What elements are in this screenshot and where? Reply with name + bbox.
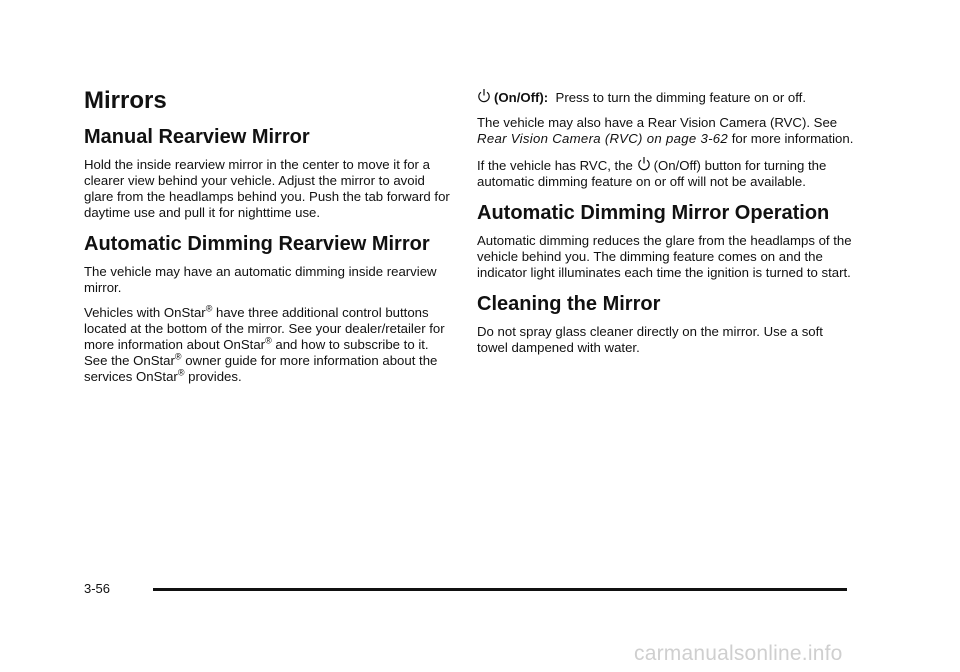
onoff-label: (On/Off): (494, 90, 549, 105)
rvc-cross-reference: Rear Vision Camera (RVC) on page 3-62 (477, 131, 729, 146)
onstar-text-5: provides. (184, 369, 242, 385)
onstar-text-2: have three additional control buttons located at the bottom of the mirror. See your dealer/retailer for more information about OnStar (84, 305, 445, 353)
power-icon (637, 156, 651, 172)
onstar-text-1: Vehicles with OnStar (84, 305, 206, 321)
cleaning-heading: Cleaning the Mirror (477, 293, 661, 315)
rvc2-text-1: If the vehicle has RVC, the (477, 158, 637, 173)
rvc-text-2: for more information. (728, 131, 854, 146)
power-icon (477, 88, 491, 104)
registered-mark: ® (177, 368, 185, 378)
rvc2-text-2: (On/Off) button for turning the automatic dimming feature on or off will not be available. (477, 158, 827, 189)
registered-mark: ® (265, 336, 272, 346)
manual-mirror-heading: Manual Rearview Mirror (84, 126, 310, 149)
auto-dimming-heading: Automatic Dimming Rearview Mirror (84, 233, 430, 256)
watermark: carmanualsonline.info (634, 642, 843, 665)
registered-mark: ® (205, 304, 213, 314)
rvc-text-1: The vehicle may also have a Rear Vision Camera (RVC). See (477, 115, 838, 130)
mirror-operation-heading: Automatic Dimming Mirror Operation (477, 202, 830, 224)
onstar-text-3: and how to subscribe to it. See the OnStar (84, 337, 429, 369)
onoff-text: Press to turn the dimming feature on or off. (555, 90, 806, 105)
left-column (84, 80, 452, 394)
cleaning-text: Do not spray glass cleaner directly on the mirror. Use a soft towel dampened with water. (477, 324, 823, 355)
onoff-paragraph (477, 88, 857, 106)
rvc-onoff-paragraph (477, 156, 857, 190)
onstar-text-4: owner guide for more information about the services OnStar (84, 353, 438, 385)
onstar-paragraph (84, 305, 452, 385)
right-column (477, 80, 857, 365)
footer-rule (153, 588, 847, 591)
mirror-operation-text: Automatic dimming reduces the glare from the headlamps of the vehicle behind you. The dimming feature comes on and the indicator light illuminates each time the ignition is turned to start. (477, 233, 852, 280)
page-number: 3-56 (84, 581, 111, 596)
manual-mirror-text: Hold the inside rearview mirror in the center to move it for a clearer view behind your vehicle. Adjust the mirror to avoid glare from the headlamps behind you. Push the tab forward for daytime use and pull it for nighttime use. (84, 157, 450, 221)
auto-dimming-text: The vehicle may have an automatic dimming inside rearview mirror. (84, 264, 437, 296)
registered-mark: ® (174, 352, 182, 362)
page-title: Mirrors (84, 87, 167, 114)
rvc-paragraph (477, 115, 857, 147)
